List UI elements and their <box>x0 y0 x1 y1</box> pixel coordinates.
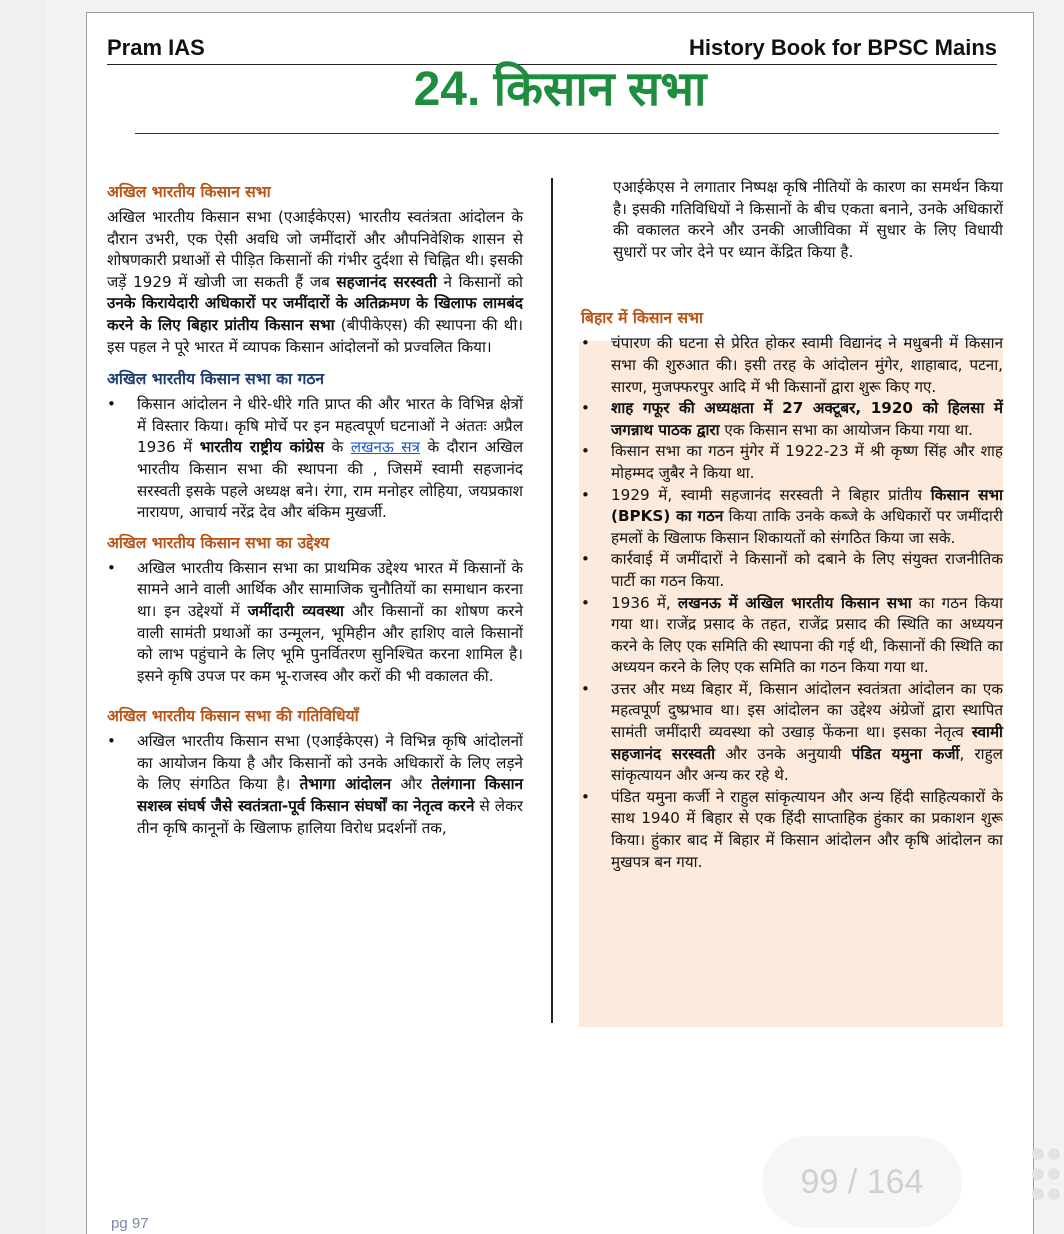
section-heading: अखिल भारतीय किसान सभा की गतिविधियाँ <box>107 707 359 726</box>
left-column <box>107 181 523 847</box>
bihar-list <box>581 333 1003 873</box>
header-publisher: Pram IAS <box>107 35 205 60</box>
list-item: • किसान सभा का गठन मुंगेर में 1922-23 में श्री कृष्ण सिंह और शाह मोहम्मद जुबैर ने किया था. <box>581 441 1003 484</box>
activities-list <box>107 731 523 839</box>
page-counter-badge: 99 / 164 <box>762 1136 962 1228</box>
list-item: • 1929 में, स्वामी सहजानंद सरस्वती ने बिहार प्रांतीय किसान सभा (BPKS) का गठन किया ताकि उनके कब्जे के अधिकारों पर जमींदारी हमलों के खिलाफ किसान शिकायतों को संगठित किया जा सके. <box>581 485 1003 550</box>
continuation-paragraph: एआईकेएस ने लगातार निष्पक्ष कृषि नीतियों के कारण का समर्थन किया है। इसकी गतिविधियों ने किसानों के बीच एकता बनाने, उनके अधिकारों की वकालत करने और उनकी आजीविका में सुधार के लिए विधायी सुधारों पर जोर देने पर ध्यान केंद्रित किया है. <box>613 178 1003 261</box>
list-item: • अखिल भारतीय किसान सभा का प्राथमिक उद्देश्य भारत में किसानों के सामने आने वाली आर्थिक और सामाजिक चुनौतियों का समाधान करना था। इन उद्देश्यों में जमींदारी व्यवस्था और किसानों का शोषण करने वाली सामंती प्रथाओं का उन्मूलन, भूमिहीन और हाशिए वाले किसानों को लाभ पहुंचाने के लिए भूमि पुनर्वितरण सुनिश्चित करना शामिल है। इसने कृषि उपज पर कम भू-राजस्व और करों की भी वकालत की. <box>107 558 523 688</box>
list-item: • कार्रवाई में जमींदारों ने किसानों को दबाने के लिए संयुक्त राजनीतिक पार्टी का गठन किया. <box>581 549 1003 592</box>
chapter-title: 24. किसान सभा <box>413 63 707 116</box>
section-heading: अखिल भारतीय किसान सभा का उद्देश्य <box>107 533 330 552</box>
list-item: • उत्तर और मध्य बिहार में, किसान आंदोलन स्वतंत्रता आंदोलन का एक महत्वपूर्ण दुष्प्रभाव था। इस आंदोलन का उद्देश्य अंग्रेजों द्वारा स्थापित सामंती जमींदारी व्यवस्था को उखाड़ फेंकना था। इसका नेतृत्व स्वामी सहजानंद सरस्वती और उनके अनुयायी पंडित यमुना कर्जी, राहुल सांकृत्यायन और अन्य कर रहे थे. <box>581 679 1003 787</box>
section-heading: बिहार में किसान सभा <box>581 309 704 328</box>
page-header <box>107 35 997 65</box>
viewer-left-strip <box>0 0 46 1234</box>
title-divider <box>135 133 999 134</box>
document-page <box>86 12 1034 1234</box>
page-number-footer: pg 97 <box>111 1215 149 1232</box>
list-item: • किसान आंदोलन ने धीरे-धीरे गति प्राप्त की और भारत के विभिन्न क्षेत्रों में विस्तार किया। कृषि मोर्चे पर इन महत्वपूर्ण घटनाओं ने अंततः अप्रैल 1936 में भारतीय राष्ट्रीय कांग्रेस के लखनऊ सत्र के दौरान अखिल भारतीय किसान सभा की स्थापना की , जिसमें स्वामी सहजानंद सरस्वती इसके पहले अध्यक्ष बने। रंगा, राम मनोहर लोहिया, जयप्रकाश नारायण, आचार्य नरेंद्र देव और बंकिम मुखर्जी. <box>107 394 523 524</box>
list-item: • अखिल भारतीय किसान सभा (एआईकेएस) ने विभिन्न कृषि आंदोलनों का आयोजन किया है और किसानों को उनके अधिकारों के लिए लड़ने के लिए संगठित किया है। तेभागा आंदोलन और तेलंगाना किसान सशस्त्र संघर्ष जैसे स्वतंत्रता-पूर्व किसान संघर्षों का नेतृत्व करने से लेकर तीन कृषि कानूनों के खिलाफ हालिया विरोध प्रदर्शनों तक, <box>107 731 523 839</box>
column-divider <box>551 178 553 1023</box>
lucknow-session-link[interactable]: लखनऊ सत्र <box>350 438 420 457</box>
right-column <box>581 177 1003 881</box>
section-heading: अखिल भारतीय किसान सभा <box>107 183 271 201</box>
header-book-title: History Book for BPSC Mains <box>688 35 997 60</box>
list-item: • पंडित यमुना कर्जी ने राहुल सांकृत्यायन और अन्य हिंदी साहित्यकारों के साथ 1940 में बिहार से एक हिंदी साप्ताहिक हुंकार का प्रकाशन शुरू किया। हुंकार बाद में बिहार में किसान आंदोलन और कृषि आंदोलन का मुखपत्र बन गया. <box>581 787 1003 873</box>
list-item: • चंपारण की घटना से प्रेरित होकर स्वामी विद्यानंद ने मधुबनी में किसान सभा की शुरुआत की। इसी तरह के आंदोलन मुंगेर, शाहाबाद, पटना, सारण, मुजफ्फरपुर आदि में भी किसानों द्वारा शुरू किए गए. <box>581 333 1003 398</box>
list-item: • शाह गफूर की अध्यक्षता में 27 अक्टूबर, 1920 को हिलसा में जगन्नाथ पाठक द्वारा एक किसान सभा का आयोजन किया गया था. <box>581 398 1003 441</box>
intro-paragraph: अखिल भारतीय किसान सभा (एआईकेएस) भारतीय स्वतंत्रता आंदोलन के दौरान उभरी, एक ऐसी अवधि जो जमींदारों और औपनिवेशिक शासन से शोषणकारी प्रथाओं से पीड़ित किसानों की गंभीर दुर्दशा से चिह्नित थी। इसकी जड़ें 1929 में खोजी जा सकती हैं जब सहजानंद सरस्वती ने किसानों को उनके किरायेदारी अधिकारों पर जमींदारों के अतिक्रमण के खिलाफ लामबंद करने के लिए बिहार प्रांतीय किसान सभा (बीपीकेएस) की स्थापना की थी। इस पहल ने पूरे भारत में व्यापक किसान आंदोलनों को प्रज्वलित किया। <box>107 208 524 356</box>
formation-list <box>107 394 523 524</box>
list-item: • 1936 में, लखनऊ में अखिल भारतीय किसान सभा का गठन किया गया था। राजेंद्र प्रसाद के तहत, राजेंद्र प्रसाद की स्थिति का अध्ययन करने के लिए एक समिति की स्थापना की गई थी, किसानों की स्थिति का अध्ययन करने के लिए एक समिति का गठन किया गया था. <box>581 593 1003 679</box>
objective-list <box>107 558 523 688</box>
section-heading: अखिल भारतीय किसान सभा का गठन <box>107 370 325 389</box>
viewer-dots-icon[interactable] <box>1030 1146 1064 1206</box>
